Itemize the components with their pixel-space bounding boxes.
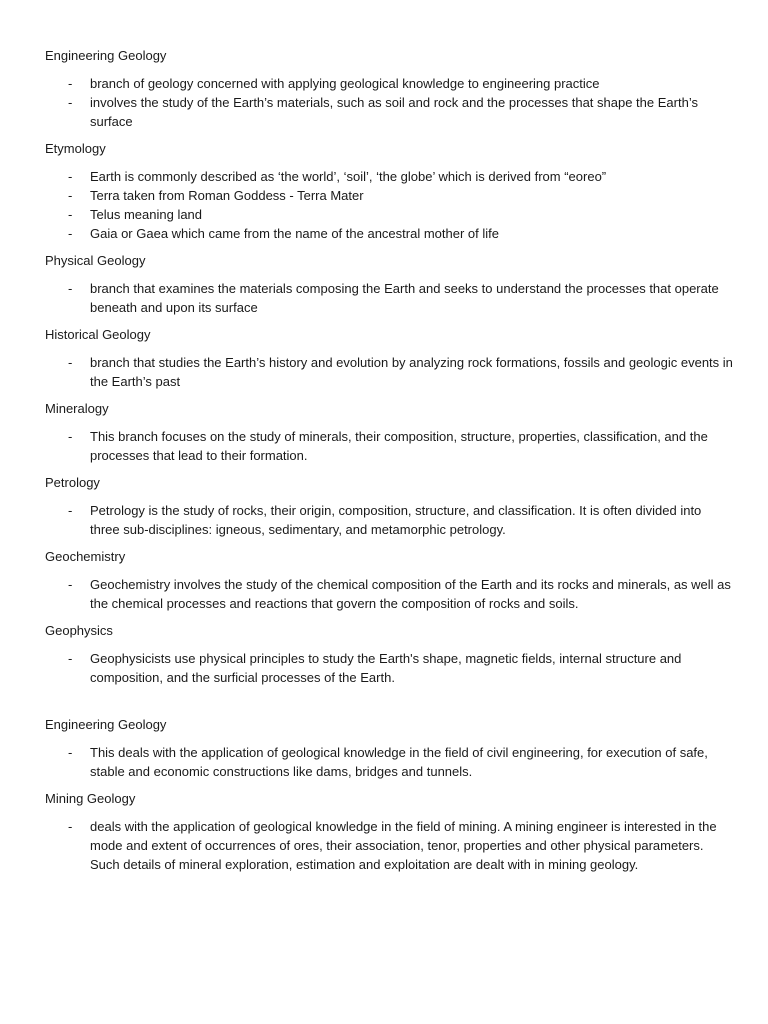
bullet-dash: - xyxy=(68,429,73,444)
bullet-dash: - xyxy=(68,226,73,241)
bullet-dash: - xyxy=(68,95,73,110)
bullet-dash: - xyxy=(68,651,73,666)
section-heading: Etymology xyxy=(45,141,106,156)
list-item xyxy=(45,186,735,205)
bullet-dash: - xyxy=(68,745,73,760)
list-item xyxy=(45,167,735,186)
list-item xyxy=(45,649,735,687)
list-item-text: Geophysicists use physical principles to study the Earth's shape, magnetic fields, internal structure and composition, and the surficial processes of the Earth. xyxy=(90,651,682,685)
section-heading: Physical Geology xyxy=(45,253,146,268)
bullet-list xyxy=(45,501,735,539)
section-heading: Geochemistry xyxy=(45,549,126,564)
list-item-text: branch of geology concerned with applying geological knowledge to engineering practice xyxy=(90,76,600,91)
list-item xyxy=(45,427,735,465)
bullet-dash: - xyxy=(68,76,73,91)
bullet-list xyxy=(45,649,735,687)
section-petrology xyxy=(45,473,735,539)
section-etymology xyxy=(45,139,735,243)
section-heading: Mining Geology xyxy=(45,791,136,806)
section-heading: Mineralogy xyxy=(45,401,109,416)
list-item xyxy=(45,74,735,93)
list-item xyxy=(45,743,735,781)
list-item-text: involves the study of the Earth’s materials, such as soil and rock and the processes that shape the Earth’s surface xyxy=(90,95,698,129)
section-heading: Engineering Geology xyxy=(45,48,167,63)
bullet-dash: - xyxy=(68,281,73,296)
section-heading: Petrology xyxy=(45,475,100,490)
list-item xyxy=(45,93,735,131)
list-item xyxy=(45,501,735,539)
bullet-dash: - xyxy=(68,207,73,222)
bullet-dash: - xyxy=(68,819,73,834)
list-item xyxy=(45,279,735,317)
list-item xyxy=(45,224,735,243)
section-physical-geology xyxy=(45,251,735,317)
section-engineering-geology xyxy=(45,46,735,131)
bullet-list xyxy=(45,743,735,781)
bullet-list xyxy=(45,167,735,243)
list-item-text: branch that examines the materials composing the Earth and seeks to understand the processes that operate beneath and upon its surface xyxy=(90,281,719,315)
list-item xyxy=(45,575,735,613)
bullet-dash: - xyxy=(68,169,73,184)
list-item-text: Earth is commonly described as ‘the world’, ‘soil’, ‘the globe’ which is derived from “eoreo” xyxy=(90,169,607,184)
document-page xyxy=(45,46,735,882)
bullet-list xyxy=(45,279,735,317)
list-item xyxy=(45,817,735,874)
list-item-text: Petrology is the study of rocks, their origin, composition, structure, and classification. It is often divided into three sub-disciplines: igneous, sedimentary, and metamorphic petrology. xyxy=(90,503,702,537)
bullet-dash: - xyxy=(68,188,73,203)
bullet-list xyxy=(45,74,735,131)
bullet-dash: - xyxy=(68,355,73,370)
bullet-dash: - xyxy=(68,577,73,592)
section-heading: Geophysics xyxy=(45,623,113,638)
section-geochemistry xyxy=(45,547,735,613)
section-geophysics xyxy=(45,621,735,687)
section-spacer xyxy=(45,695,735,715)
bullet-list xyxy=(45,575,735,613)
section-historical-geology xyxy=(45,325,735,391)
section-mining-geology xyxy=(45,789,735,874)
list-item-text: deals with the application of geological knowledge in the field of mining. A mining engineer is interested in the mode and extent of occurrences of ores, their association, tenor, properties and other physical parameters. Such details of mineral exploration, estimation and exploitation are dealt with in mining geology. xyxy=(90,819,717,872)
list-item-text: This deals with the application of geological knowledge in the field of civil engineering, for execution of safe, stable and economic constructions like dams, bridges and tunnels. xyxy=(90,745,708,779)
list-item xyxy=(45,205,735,224)
list-item-text: Telus meaning land xyxy=(90,207,203,222)
list-item-text: Geochemistry involves the study of the chemical composition of the Earth and its rocks and minerals, as well as the chemical processes and reactions that govern the composition of rocks and soils. xyxy=(90,577,731,611)
section-engineering-geology-2 xyxy=(45,715,735,781)
list-item-text: branch that studies the Earth’s history and evolution by analyzing rock formations, fossils and geologic events in the Earth’s past xyxy=(90,355,733,389)
section-heading: Engineering Geology xyxy=(45,717,167,732)
bullet-list xyxy=(45,427,735,465)
list-item-text: Terra taken from Roman Goddess - Terra Mater xyxy=(90,188,364,203)
bullet-list xyxy=(45,817,735,874)
list-item-text: This branch focuses on the study of minerals, their composition, structure, properties, classification, and the processes that lead to their formation. xyxy=(90,429,708,463)
section-heading: Historical Geology xyxy=(45,327,151,342)
list-item-text: Gaia or Gaea which came from the name of the ancestral mother of life xyxy=(90,226,499,241)
bullet-list xyxy=(45,353,735,391)
bullet-dash: - xyxy=(68,503,73,518)
list-item xyxy=(45,353,735,391)
section-mineralogy xyxy=(45,399,735,465)
